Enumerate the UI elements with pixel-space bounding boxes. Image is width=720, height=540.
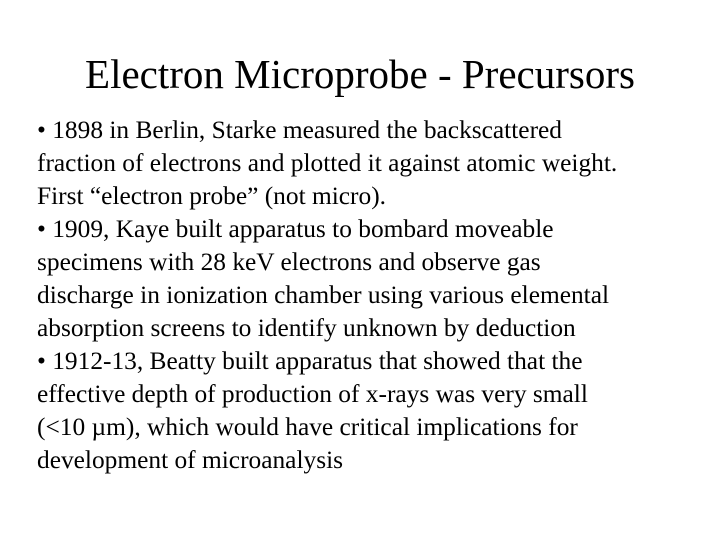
bullet-3-line-3: (<10 µm), which would have critical implications for <box>37 413 578 441</box>
bullet-3-line-2: effective depth of production of x-rays was very small <box>37 380 588 408</box>
bullet-2-line-3: discharge in ionization chamber using various elemental <box>37 281 610 309</box>
bullet-3-line-1: • 1912-13, Beatty built apparatus that showed that the <box>37 347 583 375</box>
bullet-1-line-1: • 1898 in Berlin, Starke measured the backscattered <box>37 116 562 144</box>
bullet-2-line-1: • 1909, Kaye built apparatus to bombard moveable <box>37 215 554 243</box>
bullet-1-line-3: First “electron probe” (not micro). <box>37 182 386 210</box>
bullet-2-line-4: absorption screens to identify unknown by deduction <box>37 314 576 342</box>
bullet-2-line-2: specimens with 28 keV electrons and observe gas <box>37 248 541 276</box>
slide-title: Electron Microprobe - Precursors <box>85 51 635 97</box>
bullet-1-line-2: fraction of electrons and plotted it against atomic weight. <box>37 149 618 177</box>
bullet-3-line-4: development of microanalysis <box>37 446 344 474</box>
slide-body <box>37 114 677 477</box>
